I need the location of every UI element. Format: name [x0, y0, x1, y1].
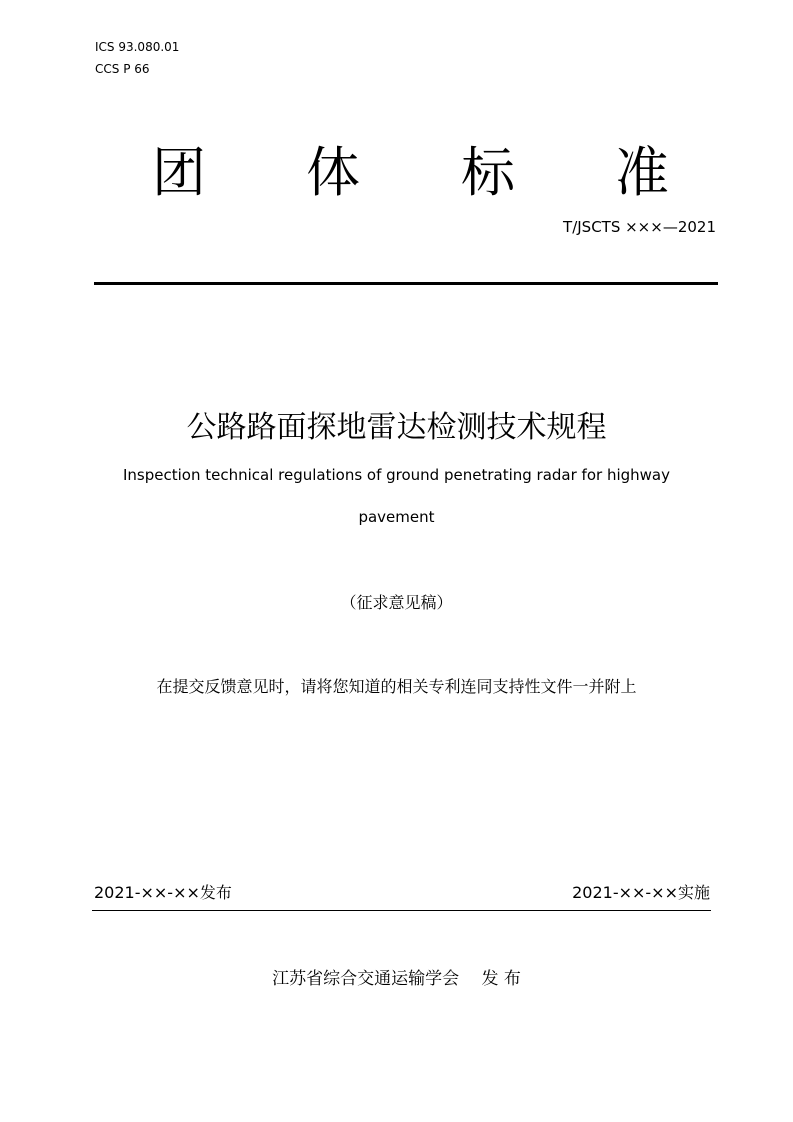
publish-date: 2021-××-××发布 — [94, 883, 232, 902]
divider — [92, 910, 711, 911]
ics-code: ICS 93.080.01 — [95, 40, 180, 54]
title-char: 团 — [152, 141, 206, 204]
title-char: 标 — [461, 141, 515, 204]
title-char: 准 — [615, 141, 669, 204]
title-en-line1: Inspection technical regulations of ground penetrating radar for highway — [122, 466, 670, 484]
divider — [94, 282, 718, 285]
title-en-line2: pavement — [358, 508, 435, 526]
title-cn: 公路路面探地雷达检测技术规程 — [186, 410, 607, 445]
standard-number: T/JSCTS ×××—2021 — [563, 218, 716, 236]
implement-date: 2021-××-××实施 — [572, 883, 710, 902]
title-char: 体 — [306, 141, 360, 204]
patent-notice: 在提交反馈意见时，请将您知道的相关专利连同支持性文件一并附上 — [156, 677, 637, 696]
draft-label: （征求意见稿） — [340, 593, 453, 612]
ccs-code: CCS P 66 — [95, 62, 150, 76]
publisher: 江苏省综合交通运输学会 发 布 — [272, 969, 521, 989]
